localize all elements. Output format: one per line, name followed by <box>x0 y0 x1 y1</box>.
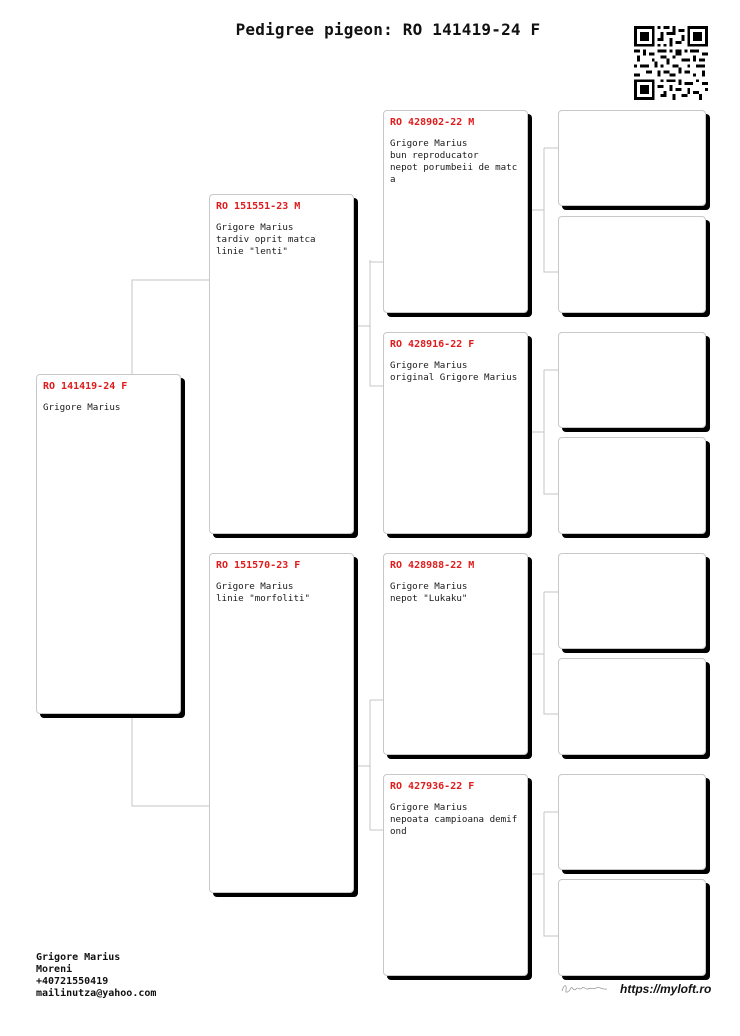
great-grandparent-card-8 <box>558 879 706 976</box>
grandparent-line: Grigore Marius <box>390 581 468 592</box>
grandparent-card-3 <box>383 553 528 755</box>
grandparent-line: nepoata campioana demifond <box>390 814 518 837</box>
dam-line: Grigore Marius <box>216 581 294 592</box>
grandparent-line: Grigore Marius <box>390 138 468 149</box>
sire-line: Grigore Marius <box>216 222 294 233</box>
sire-line: linie "lenti" <box>216 246 288 257</box>
grandparent-line: Grigore Marius <box>390 360 468 371</box>
grandparent-line: nepot porumbeii de matca <box>390 162 518 185</box>
owner-info <box>36 952 156 1000</box>
owner-phone: +40721550419 <box>36 976 109 987</box>
great-grandparent-card-4 <box>558 437 706 534</box>
grandparent-card-1 <box>383 110 528 313</box>
signature-icon <box>560 980 610 996</box>
great-grandparent-card-2 <box>558 216 706 313</box>
grandparent-line: bun reproducator <box>390 150 479 161</box>
grandparent-card-2 <box>383 332 528 534</box>
subject-card <box>36 374 181 714</box>
great-grandparent-card-3 <box>558 332 706 428</box>
great-grandparent-card-6 <box>558 658 706 755</box>
owner-city: Moreni <box>36 964 73 975</box>
sire-line: tardiv oprit matca <box>216 234 316 245</box>
grandparent-ring: RO 427936-22 F <box>390 781 475 792</box>
owner-email: mailinutza@yahoo.com <box>36 988 157 999</box>
great-grandparent-card-1 <box>558 110 706 206</box>
grandparent-ring: RO 428902-22 M <box>390 117 475 128</box>
owner-name: Grigore Marius <box>36 952 121 963</box>
dam-ring: RO 151570-23 F <box>216 560 301 571</box>
grandparent-line: Grigore Marius <box>390 802 468 813</box>
subject-ring: RO 141419-24 F <box>43 381 128 392</box>
page-title: Pedigree pigeon: RO 141419-24 F <box>235 20 541 39</box>
sire-ring: RO 151551-23 M <box>216 201 301 212</box>
dam-line: linie "morfoliti" <box>216 593 311 604</box>
grandparent-line: nepot "Lukaku" <box>390 593 468 604</box>
grandparent-line: original Grigore Marius <box>390 372 518 383</box>
sire-card <box>209 194 354 534</box>
great-grandparent-card-7 <box>558 774 706 870</box>
grandparent-ring: RO 428916-22 F <box>390 339 475 350</box>
grandparent-ring: RO 428988-22 M <box>390 560 475 571</box>
grandparent-card-4 <box>383 774 528 976</box>
dam-card <box>209 553 354 893</box>
great-grandparent-card-5 <box>558 553 706 649</box>
subject-line: Grigore Marius <box>43 402 121 413</box>
website-link[interactable]: https://myloft.ro <box>620 982 712 996</box>
